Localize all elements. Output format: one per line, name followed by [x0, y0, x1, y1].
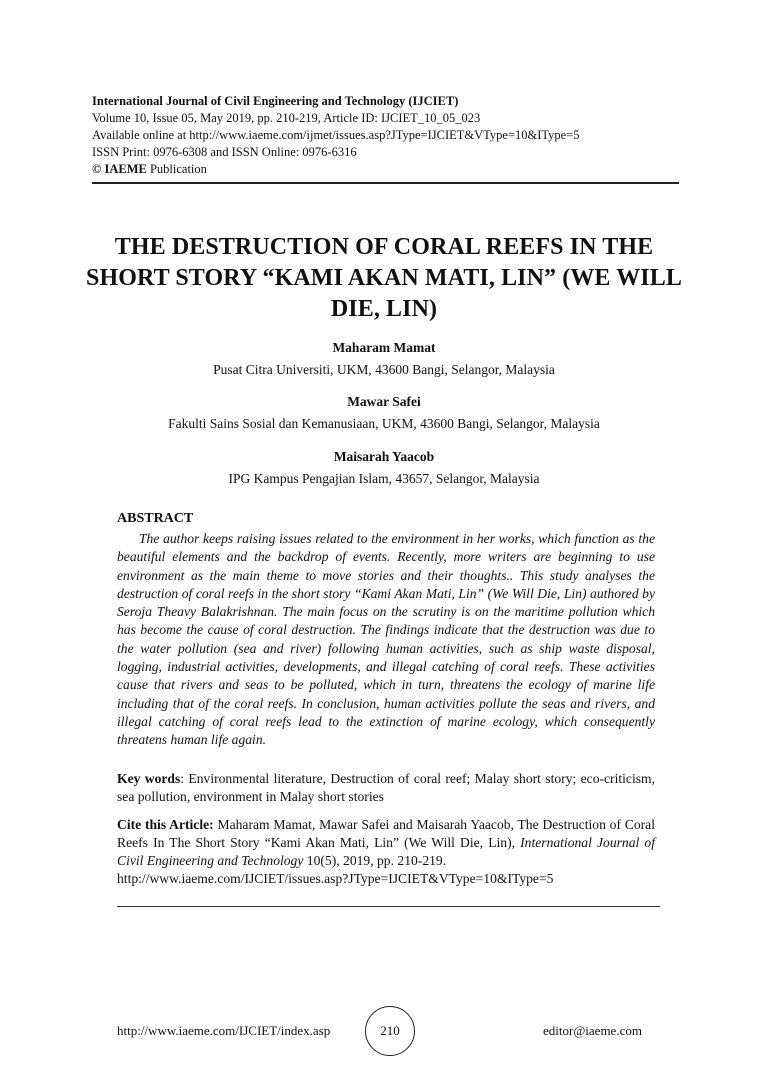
cite-details: 10(5), 2019, pp. 210-219.: [303, 853, 447, 868]
issn-info: ISSN Print: 0976-6308 and ISSN Online: 0976-6316: [92, 145, 357, 159]
author-block-2: [84, 393, 684, 433]
cite-url[interactable]: http://www.iaeme.com/IJCIET/issues.asp?JType=IJCIET&VType=10&IType=5: [117, 871, 554, 886]
footer-url[interactable]: http://www.iaeme.com/IJCIET/index.asp: [117, 1023, 331, 1038]
keywords-paragraph: [117, 770, 655, 806]
header-divider: [92, 182, 679, 184]
publisher-rest: Publication: [146, 162, 207, 176]
citation-paragraph: [117, 816, 655, 888]
keywords-label: Key words: [117, 771, 181, 786]
author-name: Maisarah Yaacob: [333, 449, 435, 464]
cite-label: Cite this Article:: [117, 817, 214, 832]
page-number: 210: [380, 1023, 400, 1038]
publisher-symbol: © IAEME: [92, 162, 147, 176]
author-affiliation: Fakulti Sains Sosial dan Kemanusiaan, UKM, 43600 Bangi, Selangor, Malaysia: [168, 416, 600, 431]
publisher-line: [92, 161, 682, 178]
journal-header: [92, 93, 682, 178]
page-number-badge: [365, 1006, 415, 1056]
author-block-1: [84, 339, 684, 379]
cite-text: Maharam Mamat, Mawar Safei and Maisarah Yaacob, The Destruction of Coral Reefs In The Short Story “Kami Akan Mati, Lin” (We Will Die, Lin),: [117, 817, 655, 850]
journal-name: International Journal of Civil Engineering and Technology (IJCIET): [92, 94, 459, 108]
keywords-text: : Environmental literature, Destruction of coral reef; Malay short story; eco-criticism, sea pollution, environment in Malay short stories: [117, 771, 655, 804]
citation-divider: [117, 906, 660, 907]
author-affiliation: Pusat Citra Universiti, UKM, 43600 Bangi, Selangor, Malaysia: [213, 362, 555, 377]
abstract-heading: ABSTRACT: [117, 511, 194, 526]
cite-journal: International Journal of Civil Engineering and Technology: [117, 835, 655, 868]
volume-info: Volume 10, Issue 05, May 2019, pp. 210-219, Article ID: IJCIET_10_05_023: [92, 111, 481, 125]
author-block-3: [84, 448, 684, 488]
author-name: Mawar Safei: [347, 394, 421, 409]
author-affiliation: IPG Kampus Pengajian Islam, 43657, Selangor, Malaysia: [228, 471, 540, 486]
abstract-text: The author keeps raising issues related to the environment in her works, which function as the beautiful elements and the backdrop of events. Recently, more writers are beginning to use environment as the main theme to move stories and their thoughts.. This study analyses the destruction of coral reefs in the short story “Kami Akan Mati, Lin” (We Will Die, Lin) authored by Seroja Theavy Balakrishnan. The main focus on the scrutiny is on the maritime pollution which has become the cause of coral destruction. The findings indicate that the destruction was due to the water pollution (sea and river) following human activities, such as ship waste disposal, logging, industrial activities, developments, and illegal catching of coral reefs. These activities cause that rivers and seas to be polluted, which in turn, threatens the ecology of marine life including that of the coral reefs. In conclusion, human activities pollute the seas and rivers, and illegal catching of coral reefs lead to the extinction of marine ecology, which consequently threatens human life again.: [117, 531, 655, 748]
author-name: Maharam Mamat: [332, 340, 436, 355]
footer-email[interactable]: editor@iaeme.com: [543, 1023, 642, 1038]
paper-title: THE DESTRUCTION OF CORAL REEFS IN THE SHORT STORY “KAMI AKAN MATI, LIN” (WE WILL DIE, LIN): [86, 234, 682, 322]
availability-info: Available online at http://www.iaeme.com/ijmet/issues.asp?JType=IJCIET&VType=10&IType=5: [92, 128, 580, 142]
